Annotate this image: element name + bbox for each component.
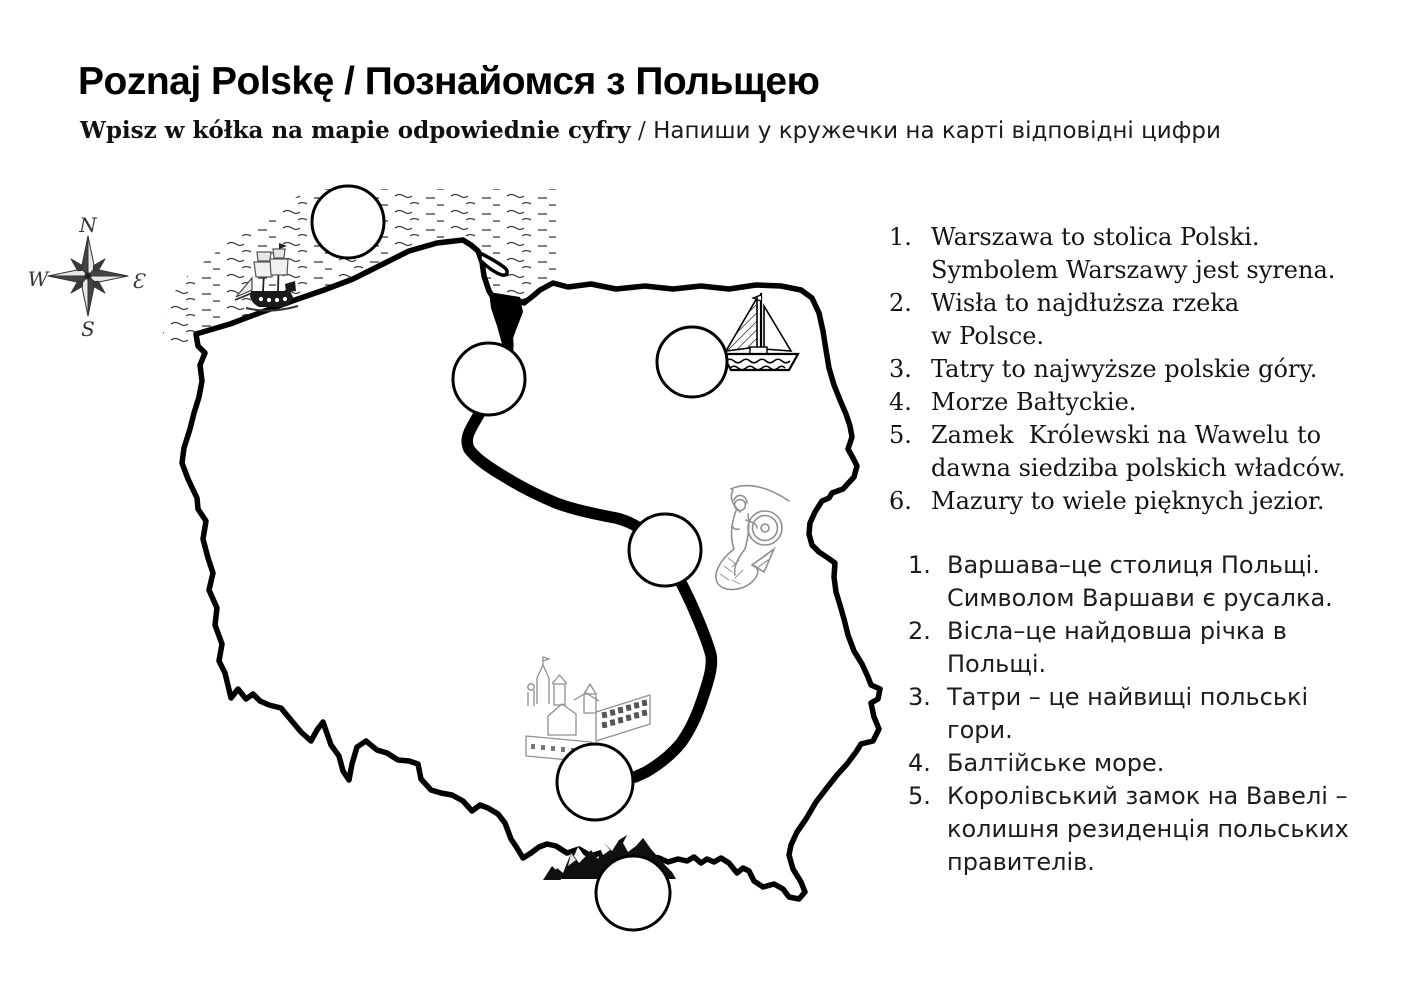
compass-north-label: N: [79, 213, 97, 237]
list-line: Балтійське море.: [947, 749, 1165, 777]
list-item: [889, 287, 1389, 353]
list-item-number: 2.: [908, 617, 931, 645]
list-line: w Polsce.: [931, 322, 1045, 350]
subtitle-separator: /: [630, 118, 654, 144]
subtitle-ukrainian: Напиши у кружечки на карті відповідні цифри: [653, 118, 1221, 144]
compass-east-label: Ɛ: [131, 269, 145, 293]
list-item: [889, 353, 1389, 386]
list-item-text: [947, 780, 1349, 879]
list-item: [889, 419, 1389, 485]
list-item-number: 6.: [889, 487, 912, 515]
list-item-number: 3.: [908, 683, 931, 711]
list-item-text: [931, 386, 1136, 419]
list-item-number: 2.: [889, 289, 912, 317]
compass-rose-icon: [28, 213, 146, 341]
answer-circle-2[interactable]: [453, 343, 525, 415]
list-item: [889, 485, 1389, 518]
list-line: Symbolem Warszawy jest syrena.: [931, 256, 1336, 284]
list-line: Warszawa to stolica Polski.: [931, 223, 1260, 251]
list-line: колишня резиденція польських: [947, 815, 1349, 843]
list-item: [908, 747, 1388, 780]
list-item: [908, 549, 1388, 615]
answer-circle-6[interactable]: [596, 856, 670, 930]
answer-circle-1[interactable]: [312, 186, 384, 258]
list-item-number: 4.: [908, 749, 931, 777]
list-item: [908, 615, 1388, 681]
list-item-text: [931, 485, 1325, 518]
list-line: гори.: [947, 716, 1013, 744]
list-item-number: 1.: [889, 223, 912, 251]
answer-circle-4[interactable]: [629, 514, 701, 586]
list-item-text: [947, 549, 1333, 615]
answer-circle-3[interactable]: [657, 327, 727, 397]
list-item-text: [947, 681, 1308, 747]
list-line: Zamek Królewski na Wawelu to: [931, 421, 1322, 449]
list-item: [908, 780, 1388, 879]
list-item-text: [931, 419, 1346, 485]
answer-circle-5[interactable]: [557, 744, 633, 820]
list-line: Wisła to najdłuższa rzeka: [931, 289, 1240, 317]
ukrainian-list: [908, 549, 1388, 879]
list-item-text: [947, 747, 1164, 780]
list-item-number: 1.: [908, 551, 931, 579]
list-line: Mazury to wiele pięknych jezior.: [931, 487, 1325, 515]
list-line: Варшава–це столиця Польщі.: [947, 551, 1320, 579]
compass-west-label: W: [27, 267, 49, 291]
list-line: Символом Варшави є русалка.: [947, 584, 1333, 612]
compass-south-label: S: [81, 317, 95, 341]
list-line: Tatry to najwyższe polskie góry.: [931, 355, 1318, 383]
list-item-number: 5.: [908, 782, 931, 810]
polish-list: [889, 221, 1389, 518]
list-item-text: [931, 221, 1335, 287]
list-line: Татри – це найвищі польські: [947, 683, 1309, 711]
list-item-text: [947, 615, 1287, 681]
list-item: [889, 386, 1389, 419]
list-item: [908, 681, 1388, 747]
list-item: [889, 221, 1389, 287]
list-item-number: 5.: [889, 421, 912, 449]
list-line: Королівський замок на Вавелі –: [947, 782, 1348, 810]
list-item-text: [931, 287, 1239, 353]
list-item-number: 3.: [889, 355, 912, 383]
list-line: Morze Bałtyckie.: [931, 388, 1137, 416]
list-item-number: 4.: [889, 388, 912, 416]
list-line: Польщі.: [947, 650, 1047, 678]
list-line: правителів.: [947, 848, 1095, 876]
list-item-text: [931, 353, 1317, 386]
subtitle-polish: Wpisz w kółka na mapie odpowiednie cyfry: [80, 117, 631, 144]
list-line: Вісла–це найдовша річка в: [947, 617, 1287, 645]
page-title: Poznaj Polskę / Познайомся з Польщею: [78, 60, 820, 103]
list-line: dawna siedziba polskich władców.: [931, 454, 1346, 482]
